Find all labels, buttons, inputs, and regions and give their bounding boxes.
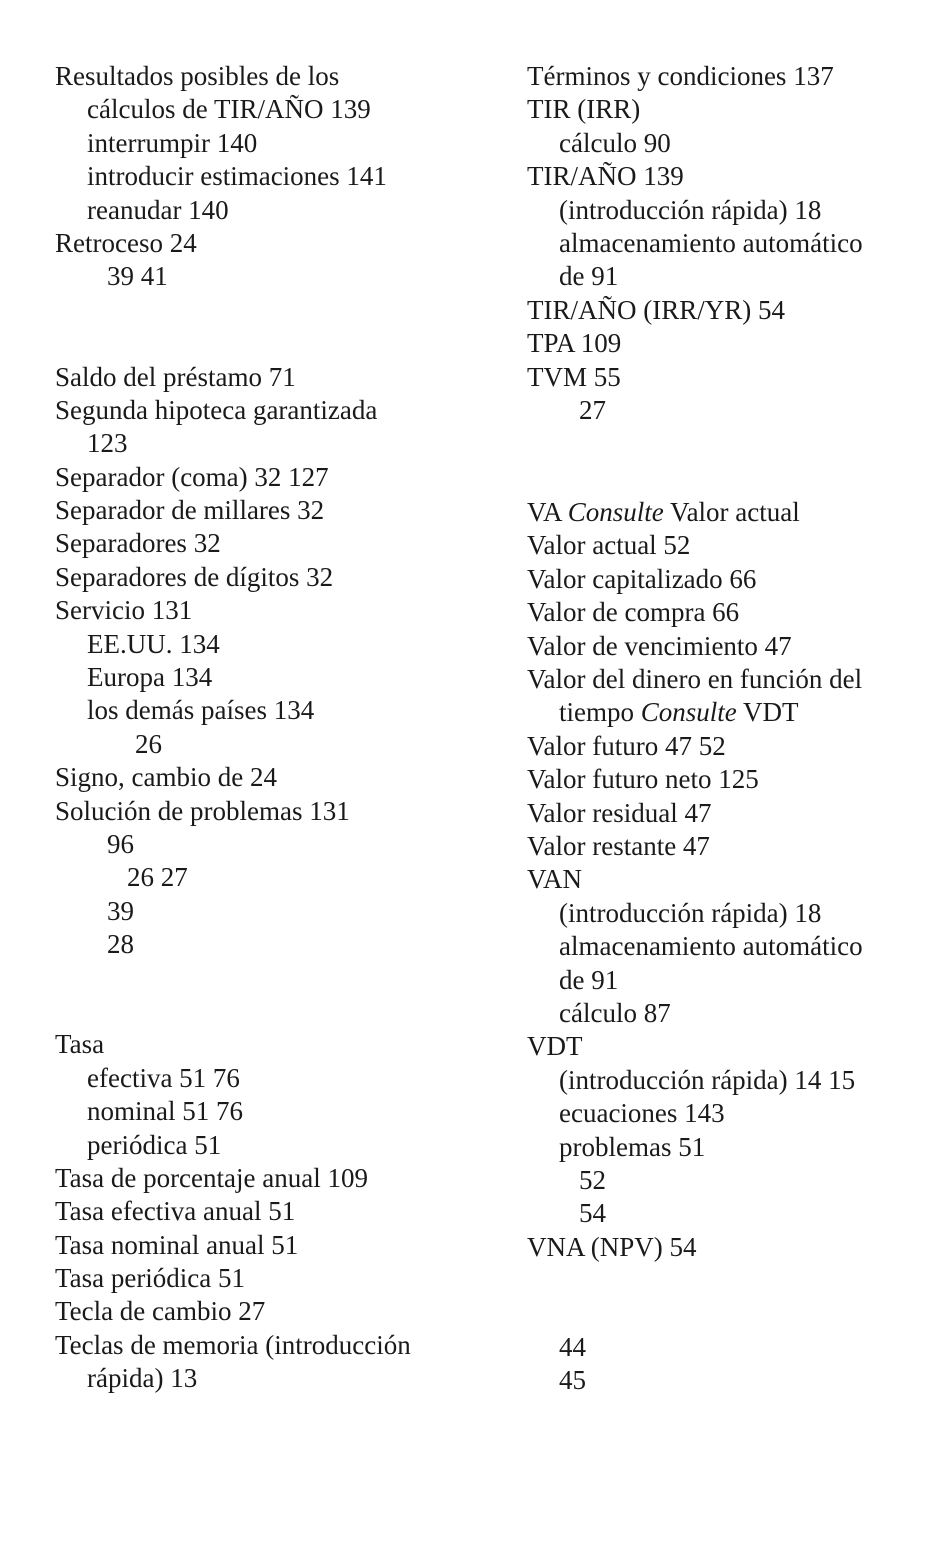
index-subentry: de 91 [559,964,619,995]
index-subentry: de 91 [559,261,619,292]
index-subentry: cálculo 87 [559,997,671,1028]
index-entry: TPA 109 [527,328,622,359]
index-subentry: (introducción rápida) 14 15 [559,1064,856,1095]
index-entry: VAN [527,864,583,895]
section-gap [527,1264,927,1331]
index-subentry [527,696,927,729]
index-subentry: 44 [559,1331,586,1362]
index-subentry: 27 [579,394,606,425]
index-entry: VDT [527,1031,583,1062]
index-entry: Separador de millares 32 [55,495,325,526]
index-subentry: 123 [87,428,128,459]
index-entry: Tasa periódica 51 [55,1263,246,1294]
index-subentry: interrumpir 140 [87,127,258,158]
index-entry: Valor restante 47 [527,831,710,861]
index-entry: Valor de vencimiento 47 [527,630,792,661]
index-subentry: cálculo 90 [559,127,671,158]
index-entry-text: VDT [736,697,799,728]
index-subentry: almacenamiento automático [559,227,863,258]
index-subentry: 52 [579,1164,606,1195]
index-entry: Separador (coma) 32 127 [55,461,329,492]
index-entry: Tasa de porcentaje anual 109 [55,1162,368,1193]
index-subentry: EE.UU. 134 [87,628,220,659]
index-subentry: rápida) 13 [87,1363,198,1394]
index-entry: Tasa [55,1029,105,1060]
index-subentry: 28 [107,929,134,960]
index-subentry: almacenamiento automático [559,931,863,962]
index-entry: Valor futuro neto 125 [527,764,759,795]
index-entry: Resultados posibles de los [55,61,340,91]
index-entry: Solución de problemas 131 [55,795,350,826]
index-subentry: (introducción rápida) 18 [559,897,822,928]
index-entry: Términos y condiciones 137 [527,61,834,91]
index-entry: TIR/AÑO 139 [527,161,684,192]
index-entry: Valor residual 47 [527,797,712,828]
index-entry: Servicio 131 [55,595,193,626]
index-subentry: introducir estimaciones 141 [87,161,387,192]
index-entry: TVM 55 [527,361,621,392]
section-gap [527,427,927,494]
index-subentry: 26 [135,728,162,759]
index-subentry: reanudar 140 [87,194,229,225]
index-entry: Tasa efectiva anual 51 [55,1196,296,1227]
index-entry: Valor futuro 47 52 [527,730,726,761]
index-entry: TIR (IRR) [527,94,641,125]
index-entry: Valor actual 52 [527,530,691,561]
index-entry: Saldo del préstamo 71 [55,361,296,392]
index-subentry: nominal 51 76 [87,1096,243,1127]
index-subentry: 26 27 [127,862,188,893]
index-subentry: 39 [107,895,134,926]
index-entry: Tasa nominal anual 51 [55,1229,299,1260]
index-subentry: (introducción rápida) 18 [559,194,822,225]
index-column-right [527,60,927,1398]
index-entry-text: VA [527,497,568,528]
index-entry: Tecla de cambio 27 [55,1296,266,1327]
index-subentry: ecuaciones 143 [559,1098,725,1129]
index-entry: TIR/AÑO (IRR/YR) 54 [527,294,785,325]
index-subentry: los demás países 134 [87,695,315,726]
index-subentry: cálculos de TIR/AÑO 139 [87,94,371,125]
index-subentry: 54 [579,1198,606,1229]
section-gap [55,962,495,1029]
index-subentry: Europa 134 [87,662,213,693]
index-entry-text: tiempo [559,697,641,728]
cross-reference-label: Consulte [567,497,664,528]
section-gap [55,294,495,361]
index-entry: VNA (NPV) 54 [527,1231,697,1262]
index-entry: Separadores 32 [55,528,221,559]
index-entry-text: Valor actual [663,497,800,528]
index-subentry: 39 41 [107,261,168,292]
index-entry: Separadores de dígitos 32 [55,561,334,592]
index-subentry: periódica 51 [87,1129,222,1160]
cross-reference-label: Consulte [640,697,737,728]
index-column-left [55,60,495,1396]
index-entry: Segunda hipoteca garantizada [55,394,378,425]
index-entry: Valor del dinero en función del [527,664,863,695]
index-entry: Valor de compra 66 [527,597,740,628]
index-entry [527,496,927,529]
index-entry: Teclas de memoria (introducción [55,1329,411,1360]
index-entry: Retroceso 24 [55,227,197,258]
index-entry: Signo, cambio de 24 [55,762,277,793]
index-entry: Valor capitalizado 66 [527,563,757,594]
index-subentry: 45 [559,1365,586,1396]
index-subentry: 96 [107,829,134,859]
index-subentry: problemas 51 [559,1131,706,1162]
index-subentry: efectiva 51 76 [87,1062,240,1093]
